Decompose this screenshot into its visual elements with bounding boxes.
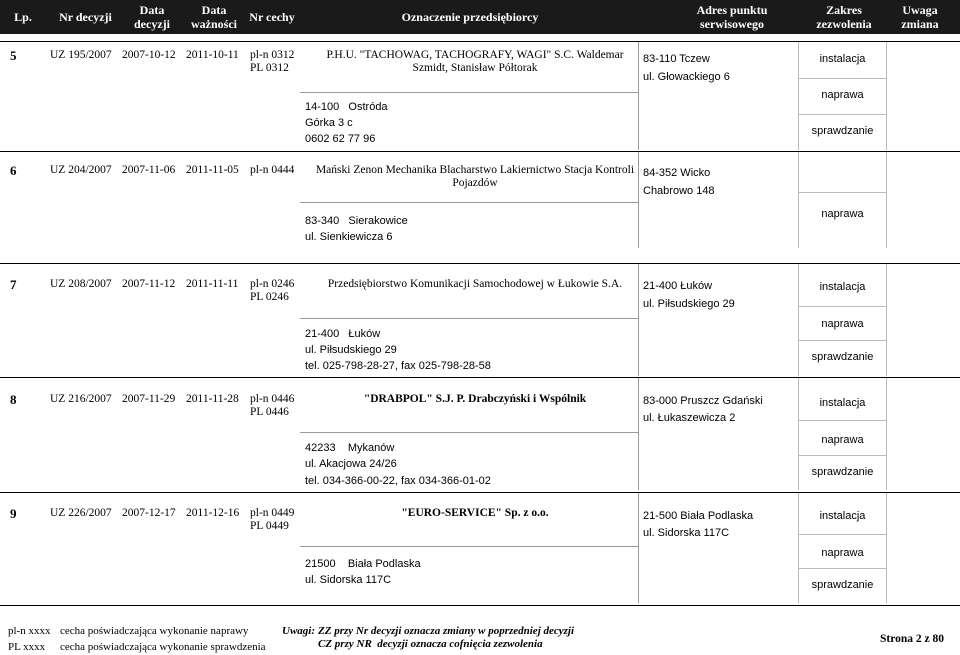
row-addr-phone: 0602 62 77 96 bbox=[305, 133, 376, 145]
row-lp: 9 bbox=[10, 506, 17, 521]
row-lp: 6 bbox=[10, 163, 17, 178]
legend-naprawy-code: pl-n xxxx bbox=[8, 625, 51, 637]
inner-rule bbox=[638, 493, 639, 603]
row-addr-phone: tel. 025-798-28-27, fax 025-798-28-58 bbox=[305, 360, 491, 372]
row-serwis-street: ul. Piłsudskiego 29 bbox=[643, 298, 735, 310]
row-nr-decyzji: UZ 226/2007 bbox=[50, 507, 112, 519]
inner-rule bbox=[300, 546, 638, 547]
row-cecha-naprawy: pl-n 0449 bbox=[250, 507, 295, 519]
row-zakres-naprawa: naprawa bbox=[821, 547, 864, 559]
inner-rule bbox=[798, 306, 886, 307]
row-nr-decyzji: UZ 208/2007 bbox=[50, 278, 112, 290]
row-divider bbox=[0, 377, 960, 378]
row-addr-city: 42233 Mykanów bbox=[305, 442, 395, 454]
row-cecha-sprawdzenia: PL 0246 bbox=[250, 291, 289, 303]
row-nr-decyzji: UZ 195/2007 bbox=[50, 49, 112, 61]
row-data-decyzji: 2007-10-12 bbox=[122, 49, 176, 61]
inner-rule bbox=[798, 455, 886, 456]
row-cecha-naprawy: pl-n 0446 bbox=[250, 393, 295, 405]
row-lp: 8 bbox=[10, 392, 17, 407]
row-name-line1: P.H.U. "TACHOWAG, TACHOGRAFY, WAGI" S.C. Waldemar bbox=[326, 49, 624, 61]
row-zakres-instalacja: instalacja bbox=[819, 510, 866, 522]
row-addr-street: ul. Sidorska 117C bbox=[305, 574, 392, 586]
inner-rule bbox=[798, 78, 886, 79]
row-zakres-sprawdzanie: sprawdzanie bbox=[811, 125, 874, 137]
inner-rule bbox=[300, 318, 638, 319]
row-name-line1: "EURO-SERVICE" Sp. z o.o. bbox=[401, 507, 549, 519]
inner-rule bbox=[798, 264, 799, 376]
inner-rule bbox=[886, 152, 887, 248]
row-name-line2: Szmidt, Stanisław Półtorak bbox=[412, 62, 538, 74]
row-divider bbox=[0, 263, 960, 264]
inner-rule bbox=[886, 493, 887, 603]
row-zakres-sprawdzanie: sprawdzanie bbox=[811, 351, 874, 363]
row-serwis-street: ul. Łukaszewicza 2 bbox=[643, 412, 736, 424]
footer-divider bbox=[0, 605, 960, 606]
legend-sprawdzenia-code: PL xxxx bbox=[8, 641, 46, 653]
row-lp: 5 bbox=[10, 48, 17, 63]
inner-rule bbox=[798, 192, 886, 193]
row-name-line1: Mański Zenon Mechanika Blacharstwo Lakiernictwo Stacja Kontroli bbox=[315, 164, 635, 176]
legend-naprawy-text: cecha poświadczająca wykonanie naprawy bbox=[60, 625, 249, 637]
row-cecha-naprawy: pl-n 0444 bbox=[250, 164, 295, 176]
row-addr-city: 14-100 Ostróda bbox=[305, 101, 388, 113]
row-addr-street: ul. Sienkiewicza 6 bbox=[305, 231, 393, 243]
inner-rule bbox=[638, 378, 639, 490]
row-data-decyzji: 2007-12-17 bbox=[122, 507, 176, 519]
row-zakres-instalacja: instalacja bbox=[819, 53, 866, 65]
row-zakres-sprawdzanie: sprawdzanie bbox=[811, 579, 874, 591]
row-serwis-street: ul. Głowackiego 6 bbox=[643, 71, 730, 83]
inner-rule bbox=[798, 340, 886, 341]
inner-rule bbox=[300, 92, 638, 93]
row-cecha-sprawdzenia: PL 0312 bbox=[250, 62, 289, 74]
row-data-waznosci: 2011-11-28 bbox=[186, 393, 239, 405]
row-divider bbox=[0, 492, 960, 493]
row-serwis-street: ul. Sidorska 117C bbox=[643, 527, 730, 539]
row-serwis-city: 83-000 Pruszcz Gdański bbox=[643, 395, 763, 407]
inner-rule bbox=[798, 493, 799, 603]
row-addr-city: 21500 Biała Podlaska bbox=[305, 558, 421, 570]
inner-rule bbox=[886, 264, 887, 376]
uwagi-line2: CZ przy NR decyzji oznacza cofnięcia zezwolenia bbox=[318, 638, 543, 650]
row-data-waznosci: 2011-10-11 bbox=[186, 49, 239, 61]
row-zakres-sprawdzanie: sprawdzanie bbox=[811, 466, 874, 478]
header-data-waznosci: Data ważności bbox=[191, 3, 237, 31]
row-divider bbox=[0, 41, 960, 42]
inner-rule bbox=[886, 378, 887, 490]
row-addr-city: 83-340 Sierakowice bbox=[305, 215, 408, 227]
row-cecha-naprawy: pl-n 0312 bbox=[250, 49, 295, 61]
inner-rule bbox=[300, 432, 638, 433]
row-serwis-city: 21-500 Biała Podlaska bbox=[643, 510, 754, 522]
row-data-waznosci: 2011-11-05 bbox=[186, 164, 239, 176]
row-divider bbox=[0, 151, 960, 152]
row-serwis-street: Chabrowo 148 bbox=[643, 185, 715, 197]
header-data-decyzji: Data decyzji bbox=[134, 3, 170, 31]
header-oznaczenie: Oznaczenie przedsiębiorcy bbox=[401, 10, 539, 24]
row-addr-city: 21-400 Łuków bbox=[305, 328, 381, 340]
row-nr-decyzji: UZ 216/2007 bbox=[50, 393, 112, 405]
row-lp: 7 bbox=[10, 277, 17, 292]
inner-rule bbox=[798, 152, 799, 248]
uwagi-line1: ZZ przy Nr decyzji oznacza zmiany w poprzedniej decyzji bbox=[318, 625, 575, 637]
row-addr-street: Górka 3 c bbox=[305, 117, 353, 129]
row-data-waznosci: 2011-11-11 bbox=[186, 278, 239, 290]
row-data-waznosci: 2011-12-16 bbox=[186, 507, 240, 519]
inner-rule bbox=[638, 42, 639, 150]
row-zakres-naprawa: naprawa bbox=[821, 318, 864, 330]
row-cecha-sprawdzenia: PL 0446 bbox=[250, 406, 289, 418]
row-addr-street: ul. Akacjowa 24/26 bbox=[305, 458, 397, 470]
row-zakres-instalacja: instalacja bbox=[819, 281, 866, 293]
uwagi-label: Uwagi: bbox=[282, 625, 315, 637]
header-adres: Adres punktu serwisowego bbox=[696, 3, 768, 31]
header-nr-decyzji: Nr decyzji bbox=[59, 10, 112, 24]
inner-rule bbox=[798, 420, 886, 421]
header-uwaga: Uwaga zmiana bbox=[901, 3, 939, 31]
row-data-decyzji: 2007-11-29 bbox=[122, 393, 176, 405]
row-name-line1: Przedsiębiorstwo Komunikacji Samochodowej w Łukowie S.A. bbox=[327, 278, 623, 290]
row-cecha-naprawy: pl-n 0246 bbox=[250, 278, 295, 290]
header-nr-cechy: Nr cechy bbox=[249, 10, 295, 24]
page-number: Strona 2 z 80 bbox=[880, 633, 944, 645]
inner-rule bbox=[798, 534, 886, 535]
row-zakres-instalacja: instalacja bbox=[819, 397, 866, 409]
inner-rule bbox=[886, 42, 887, 150]
inner-rule bbox=[300, 202, 638, 203]
row-name-line1: "DRABPOL" S.J. P. Drabczyński i Wspólnik bbox=[363, 393, 587, 405]
row-zakres-naprawa: naprawa bbox=[821, 89, 864, 101]
inner-rule bbox=[638, 264, 639, 376]
inner-rule bbox=[798, 378, 799, 490]
inner-rule bbox=[798, 568, 886, 569]
table-header bbox=[0, 0, 960, 34]
row-zakres-naprawa: naprawa bbox=[821, 434, 864, 446]
row-serwis-city: 83-110 Tczew bbox=[643, 53, 710, 65]
row-zakres-naprawa: naprawa bbox=[821, 208, 864, 220]
row-serwis-city: 21-400 Łuków bbox=[643, 280, 713, 292]
row-data-decyzji: 2007-11-12 bbox=[122, 278, 176, 290]
row-data-decyzji: 2007-11-06 bbox=[122, 164, 176, 176]
inner-rule bbox=[638, 152, 639, 248]
row-addr-street: ul. Piłsudskiego 29 bbox=[305, 344, 397, 356]
row-name-line2: Pojazdów bbox=[452, 177, 498, 189]
row-addr-phone: tel. 034-366-00-22, fax 034-366-01-02 bbox=[305, 475, 491, 487]
inner-rule bbox=[798, 114, 886, 115]
legend-sprawdzenia-text: cecha poświadczająca wykonanie sprawdzenia bbox=[60, 641, 266, 653]
header-zakres: Zakres zezwolenia bbox=[816, 3, 872, 31]
header-lp: Lp. bbox=[14, 10, 32, 24]
row-nr-decyzji: UZ 204/2007 bbox=[50, 164, 112, 176]
inner-rule bbox=[798, 42, 799, 150]
row-serwis-city: 84-352 Wicko bbox=[643, 167, 711, 179]
row-cecha-sprawdzenia: PL 0449 bbox=[250, 520, 289, 532]
